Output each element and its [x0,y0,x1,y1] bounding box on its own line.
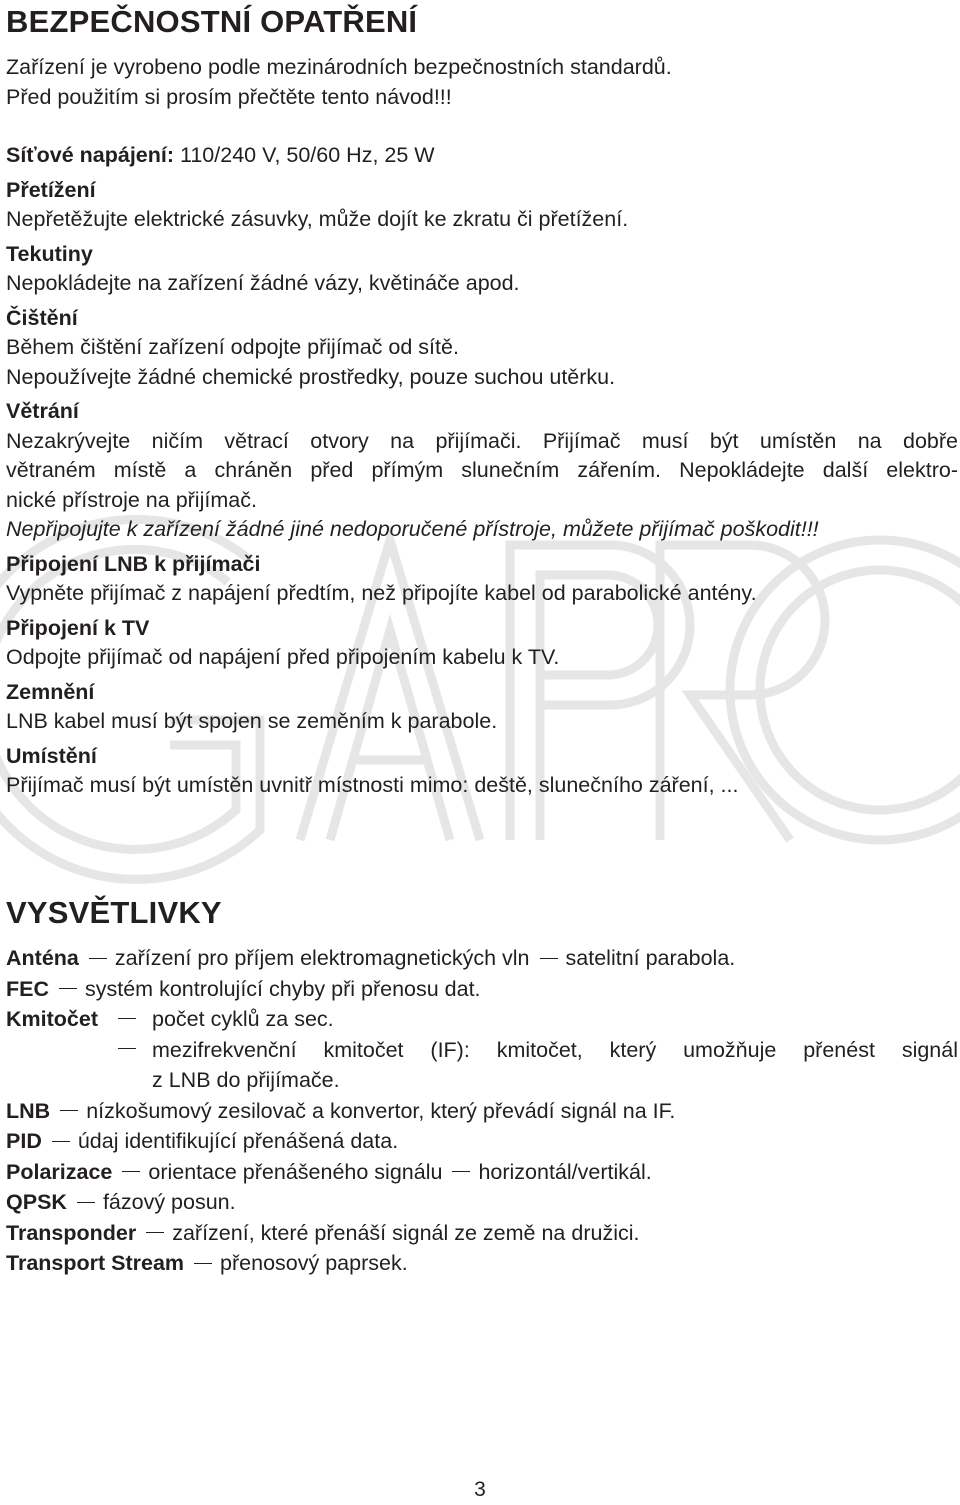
safety-title: BEZPEČNOSTNÍ OPATŘENÍ [6,4,418,39]
placement-text: Přijímač musí být umístěn uvnitř místnosti mimo: deště, slunečního záření, ... [6,773,739,797]
dash-mark [452,1171,470,1172]
grounding-heading: Zemnění [6,679,95,704]
ventilation-heading: Větrání [6,399,79,423]
glossary-term: Kmitočet [6,1007,98,1031]
glossary-term: Transponder [6,1220,137,1245]
dash-mark [122,1171,140,1172]
glossary-item-lnb [6,1096,958,1127]
lnb-connect-heading: Připojení LNB k přijímači [6,551,261,576]
glossary-definition: satelitní parabola. [565,946,736,970]
overload-text: Nepřetěžujte elektrické zásuvky, může dojít ke zkratu či přetížení. [6,207,629,231]
placement-heading: Umístění [6,743,97,768]
overload-heading: Přetížení [6,177,96,202]
ventilation-line-3: nické přístroje na přijímač. [6,487,257,512]
tv-connect-heading: Připojení k TV [6,615,150,640]
glossary-title: VYSVĚTLIVKY [6,895,222,930]
glossary-item-kmitocet [6,1004,958,1035]
ventilation-line-2: větraném místě a chráněn před přímým slunečním zářením. Nepokládejte další elektro- [6,458,958,482]
dash-mark [77,1202,95,1203]
dash-mark [89,958,107,959]
glossary-definition: z LNB do přijímače. [152,1068,340,1092]
glossary-term: FEC [6,976,49,1001]
power-value: 110/240 V, 50/60 Hz, 25 W [174,143,435,167]
dash-mark [52,1141,70,1142]
glossary-item-transponder [6,1218,958,1249]
glossary-item-pid [6,1126,958,1157]
glossary-definition: zařízení pro příjem elektromagnetických vln [114,946,530,970]
glossary-item-antena [6,943,958,974]
intro-line-2: Před použitím si prosím přečtěte tento návod!!! [6,84,452,109]
glossary-definition: horizontál/vertikál. [478,1159,652,1184]
dash-mark [194,1263,212,1264]
dash-mark [540,958,558,959]
glossary-list [6,943,958,1279]
dash-mark [146,1232,164,1233]
glossary-item-kmitocet-2-cont [6,1065,958,1096]
power-spec [6,141,958,171]
glossary-term: Transport Stream [6,1251,185,1275]
dash-mark [118,1018,136,1019]
ventilation-line-1: Nezakrývejte ničím větrací otvory na přijímači. Přijímač musí být umístěn na dobře [6,428,958,453]
glossary-definition: orientace přenášeného signálu [148,1159,443,1184]
glossary-definition: údaj identifikující přenášená data. [77,1129,399,1153]
glossary-item-fec [6,974,958,1005]
glossary-term: LNB [6,1098,51,1123]
glossary-definition: zařízení, které přenáší signál ze země na družici. [172,1220,640,1245]
page-number: 3 [474,1478,486,1501]
grounding-text: LNB kabel musí být spojen se zeměním k parabole. [6,709,498,733]
cleaning-heading: Čištění [6,305,78,330]
glossary-term: PID [6,1129,42,1153]
dash-mark [60,1110,78,1111]
cleaning-line-1: Během čištění zařízení odpojte přijímač od sítě. [6,335,459,359]
glossary-term: QPSK [6,1190,67,1214]
glossary-definition: přenosový paprsek. [220,1251,408,1275]
dash-mark [59,988,77,989]
glossary-item-kmitocet-2 [6,1035,958,1066]
glossary-term: Anténa [6,946,79,970]
ventilation-warning: Nepřipojujte k zařízení žádné jiné nedoporučené přístroje, můžete přijímač poškodit!!! [6,517,819,541]
power-label: Síťové napájení: [6,143,175,167]
cleaning-line-2: Nepoužívejte žádné chemické prostředky, pouze suchou utěrku. [6,364,616,389]
glossary-item-transport-stream [6,1248,958,1279]
glossary-definition: nízkošumový zesilovač a konvertor, který převádí signál na IF. [86,1098,676,1123]
glossary-term: Polarizace [6,1159,113,1184]
liquids-heading: Tekutiny [6,241,93,266]
safety-section [6,53,958,801]
dash-mark [118,1048,136,1049]
liquids-text: Nepokládejte na zařízení žádné vázy, květináče apod. [6,271,520,295]
glossary-item-qpsk [6,1187,958,1218]
glossary-definition: počet cyklů za sec. [152,1007,334,1031]
glossary-definition: mezifrekvenční kmitočet (IF): kmitočet, který umožňuje přenést signál [152,1037,958,1062]
lnb-connect-text: Vypněte přijímač z napájení předtím, než připojíte kabel od parabolické antény. [6,581,757,605]
tv-connect-text: Odpojte přijímač od napájení před připojením kabelu k TV. [6,645,560,669]
glossary-definition: systém kontrolující chyby při přenosu dat. [85,976,481,1001]
intro-line-1: Zařízení je vyrobeno podle mezinárodních bezpečnostních standardů. [6,55,672,79]
glossary-definition: fázový posun. [102,1190,236,1214]
glossary-item-polarizace [6,1157,958,1188]
